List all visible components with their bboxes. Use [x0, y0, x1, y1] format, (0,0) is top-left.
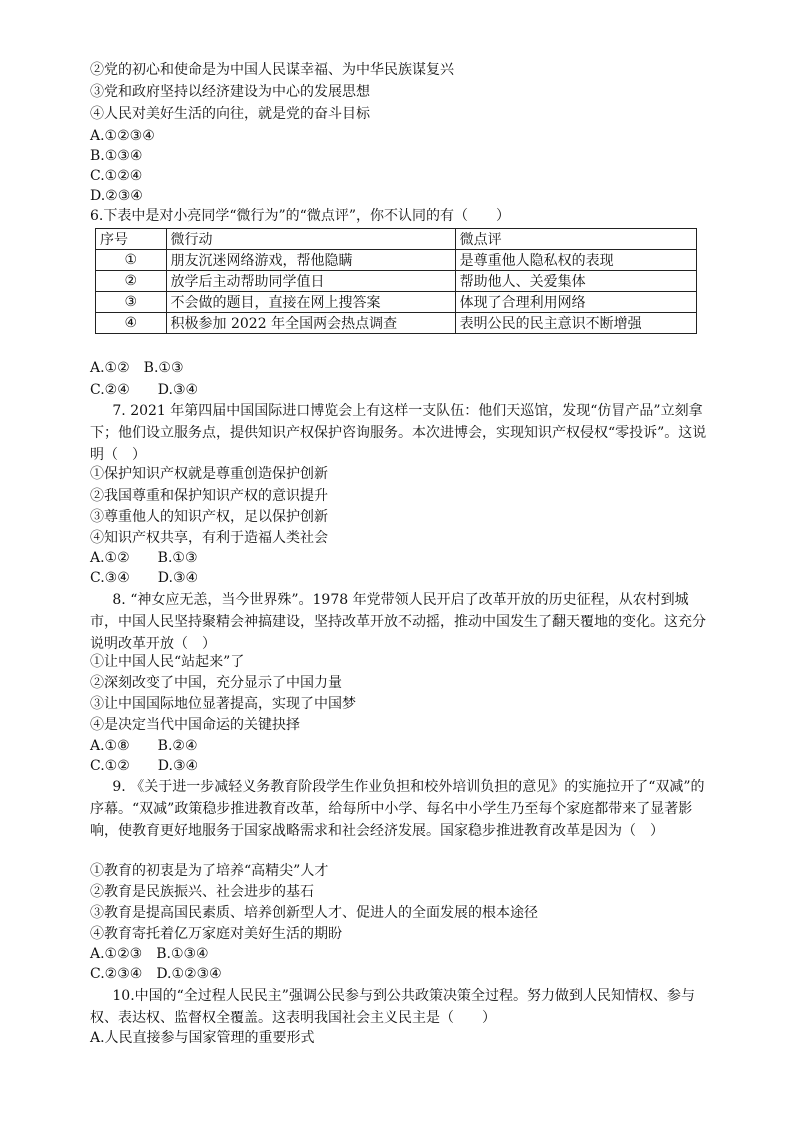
q6-options-ab: A.①② B.①③ [90, 360, 184, 376]
q7-item-1: ①保护知识产权就是尊重创造保护创新 [90, 466, 328, 482]
q6-table [95, 228, 697, 334]
q7-options-cd: C.③④ D.③④ [90, 570, 199, 586]
q6-stem: 6.下表中是对小亮同学“微行为”的“微点评”，你不认同的有（ ） [90, 208, 510, 224]
q8-item-4: ④是决定当代中国命运的关键抉择 [90, 717, 300, 733]
table-cell: 放学后主动帮助同学值日 [166, 271, 455, 292]
q5-option-c: C.①②④ [90, 168, 143, 184]
q7-stem: 7. 2021 年第四届中国国际进口博览会上有这样一支队伍：他们天巡馆，发现“仿冒产品”立刻拿下；他们设立服务点，提供知识产权保护咨询服务。本次进博会，实现知识产权侵权“零投诉”。这说明（ ） [90, 403, 707, 463]
q9-options-ab: A.①②③ B.①③④ [90, 946, 209, 962]
table-cell: 帮助他人、关爱集体 [455, 271, 696, 292]
table-cell: ① [96, 250, 167, 271]
q8-item-3: ③让中国国际地位显著提高，实现了中国梦 [90, 696, 356, 712]
table-header-cell: 微点评 [455, 229, 696, 250]
table-cell: 积极参加 2022 年全国两会热点调查 [166, 313, 455, 334]
q7-item-3: ③尊重他人的知识产权，足以保护创新 [90, 509, 328, 525]
table-header-cell: 序号 [96, 229, 167, 250]
q8-options-ab: A.①⑧ B.②④ [90, 738, 198, 754]
q9-stem: 9. 《关于进一步减轻义务教育阶段学生作业负担和校外培训负担的意见》的实施拉开了“双减”的序幕。“双减”政策稳步推进教育改革，给每所中小学、每名中小学生乃至每个家庭都带来了显著影响，使教育更好地服务于国家战略需求和社会经济发展。国家稳步推进教育改革是因为（ ） [90, 779, 705, 839]
q7-item-2: ②我国尊重和保护知识产权的意识提升 [90, 488, 328, 504]
q5-item-4: ④人民对美好生活的向往，就是党的奋斗目标 [90, 106, 370, 122]
table-cell: 表明公民的民主意识不断增强 [455, 313, 696, 334]
q9-item-3: ③教育是提高国民素质、培养创新型人才、促进人的全面发展的根本途径 [90, 905, 538, 921]
q6-options-cd: C.②④ D.③④ [90, 382, 199, 398]
q8-item-1: ①让中国人民“站起来”了 [90, 654, 245, 670]
q5-option-a: A.①②③④ [90, 128, 155, 144]
q5-item-3: ③党和政府坚持以经济建设为中心的发展思想 [90, 84, 370, 100]
q7-options-ab: A.①② B.①③ [90, 550, 198, 566]
q10-stem: 10.中国的“全过程人民民主”强调公民参与到公共政策决策全过程。努力做到人民知情权、参与权、表达权、监督权全覆盖。这表明我国社会主义民主是（ ） [90, 988, 695, 1026]
q9-item-2: ②教育是民族振兴、社会进步的基石 [90, 884, 314, 900]
q7-item-4: ④知识产权共享，有利于造福人类社会 [90, 530, 328, 546]
q5-option-b: B.①③④ [90, 148, 143, 164]
table-cell: ③ [96, 292, 167, 313]
q8-item-2: ②深刻改变了中国，充分显示了中国力量 [90, 675, 342, 691]
q5-option-d: D.②③④ [90, 188, 143, 204]
table-cell: 朋友沉迷网络游戏，帮他隐瞒 [166, 250, 455, 271]
table-cell: 是尊重他人隐私权的表现 [455, 250, 696, 271]
q9-item-4: ④教育寄托着亿万家庭对美好生活的期盼 [90, 926, 342, 942]
table-header-cell: 微行动 [166, 229, 455, 250]
table-cell: 体现了合理利用网络 [455, 292, 696, 313]
table-cell: ② [96, 271, 167, 292]
q9-options-cd: C.②③④ D.①②③④ [90, 966, 222, 982]
q8-options-cd: C.①② D.③④ [90, 758, 199, 774]
table-row [96, 250, 697, 271]
q9-item-1: ①教育的初衷是为了培养“高精尖”人才 [90, 863, 329, 879]
table-cell: 不会做的题目，直接在网上搜答案 [166, 292, 455, 313]
table-row [96, 313, 697, 334]
table-row [96, 271, 697, 292]
table-cell: ④ [96, 313, 167, 334]
table-row [96, 292, 697, 313]
q10-option-a: A.人民直接参与国家管理的重要形式 [90, 1030, 315, 1046]
q8-stem: 8. “神女应无恙，当今世界殊”。1978 年党带领人民开启了改革开放的历史征程，从农村到城市，中国人民坚持聚精会神搞建设，坚持改革开放不动摇，推动中国发生了翻天覆地的变化。这充分说明改革开放（ ） [90, 592, 706, 652]
q5-item-2: ②党的初心和使命是为中国人民谋幸福、为中华民族谋复兴 [90, 62, 454, 78]
table-header-row [96, 229, 697, 250]
